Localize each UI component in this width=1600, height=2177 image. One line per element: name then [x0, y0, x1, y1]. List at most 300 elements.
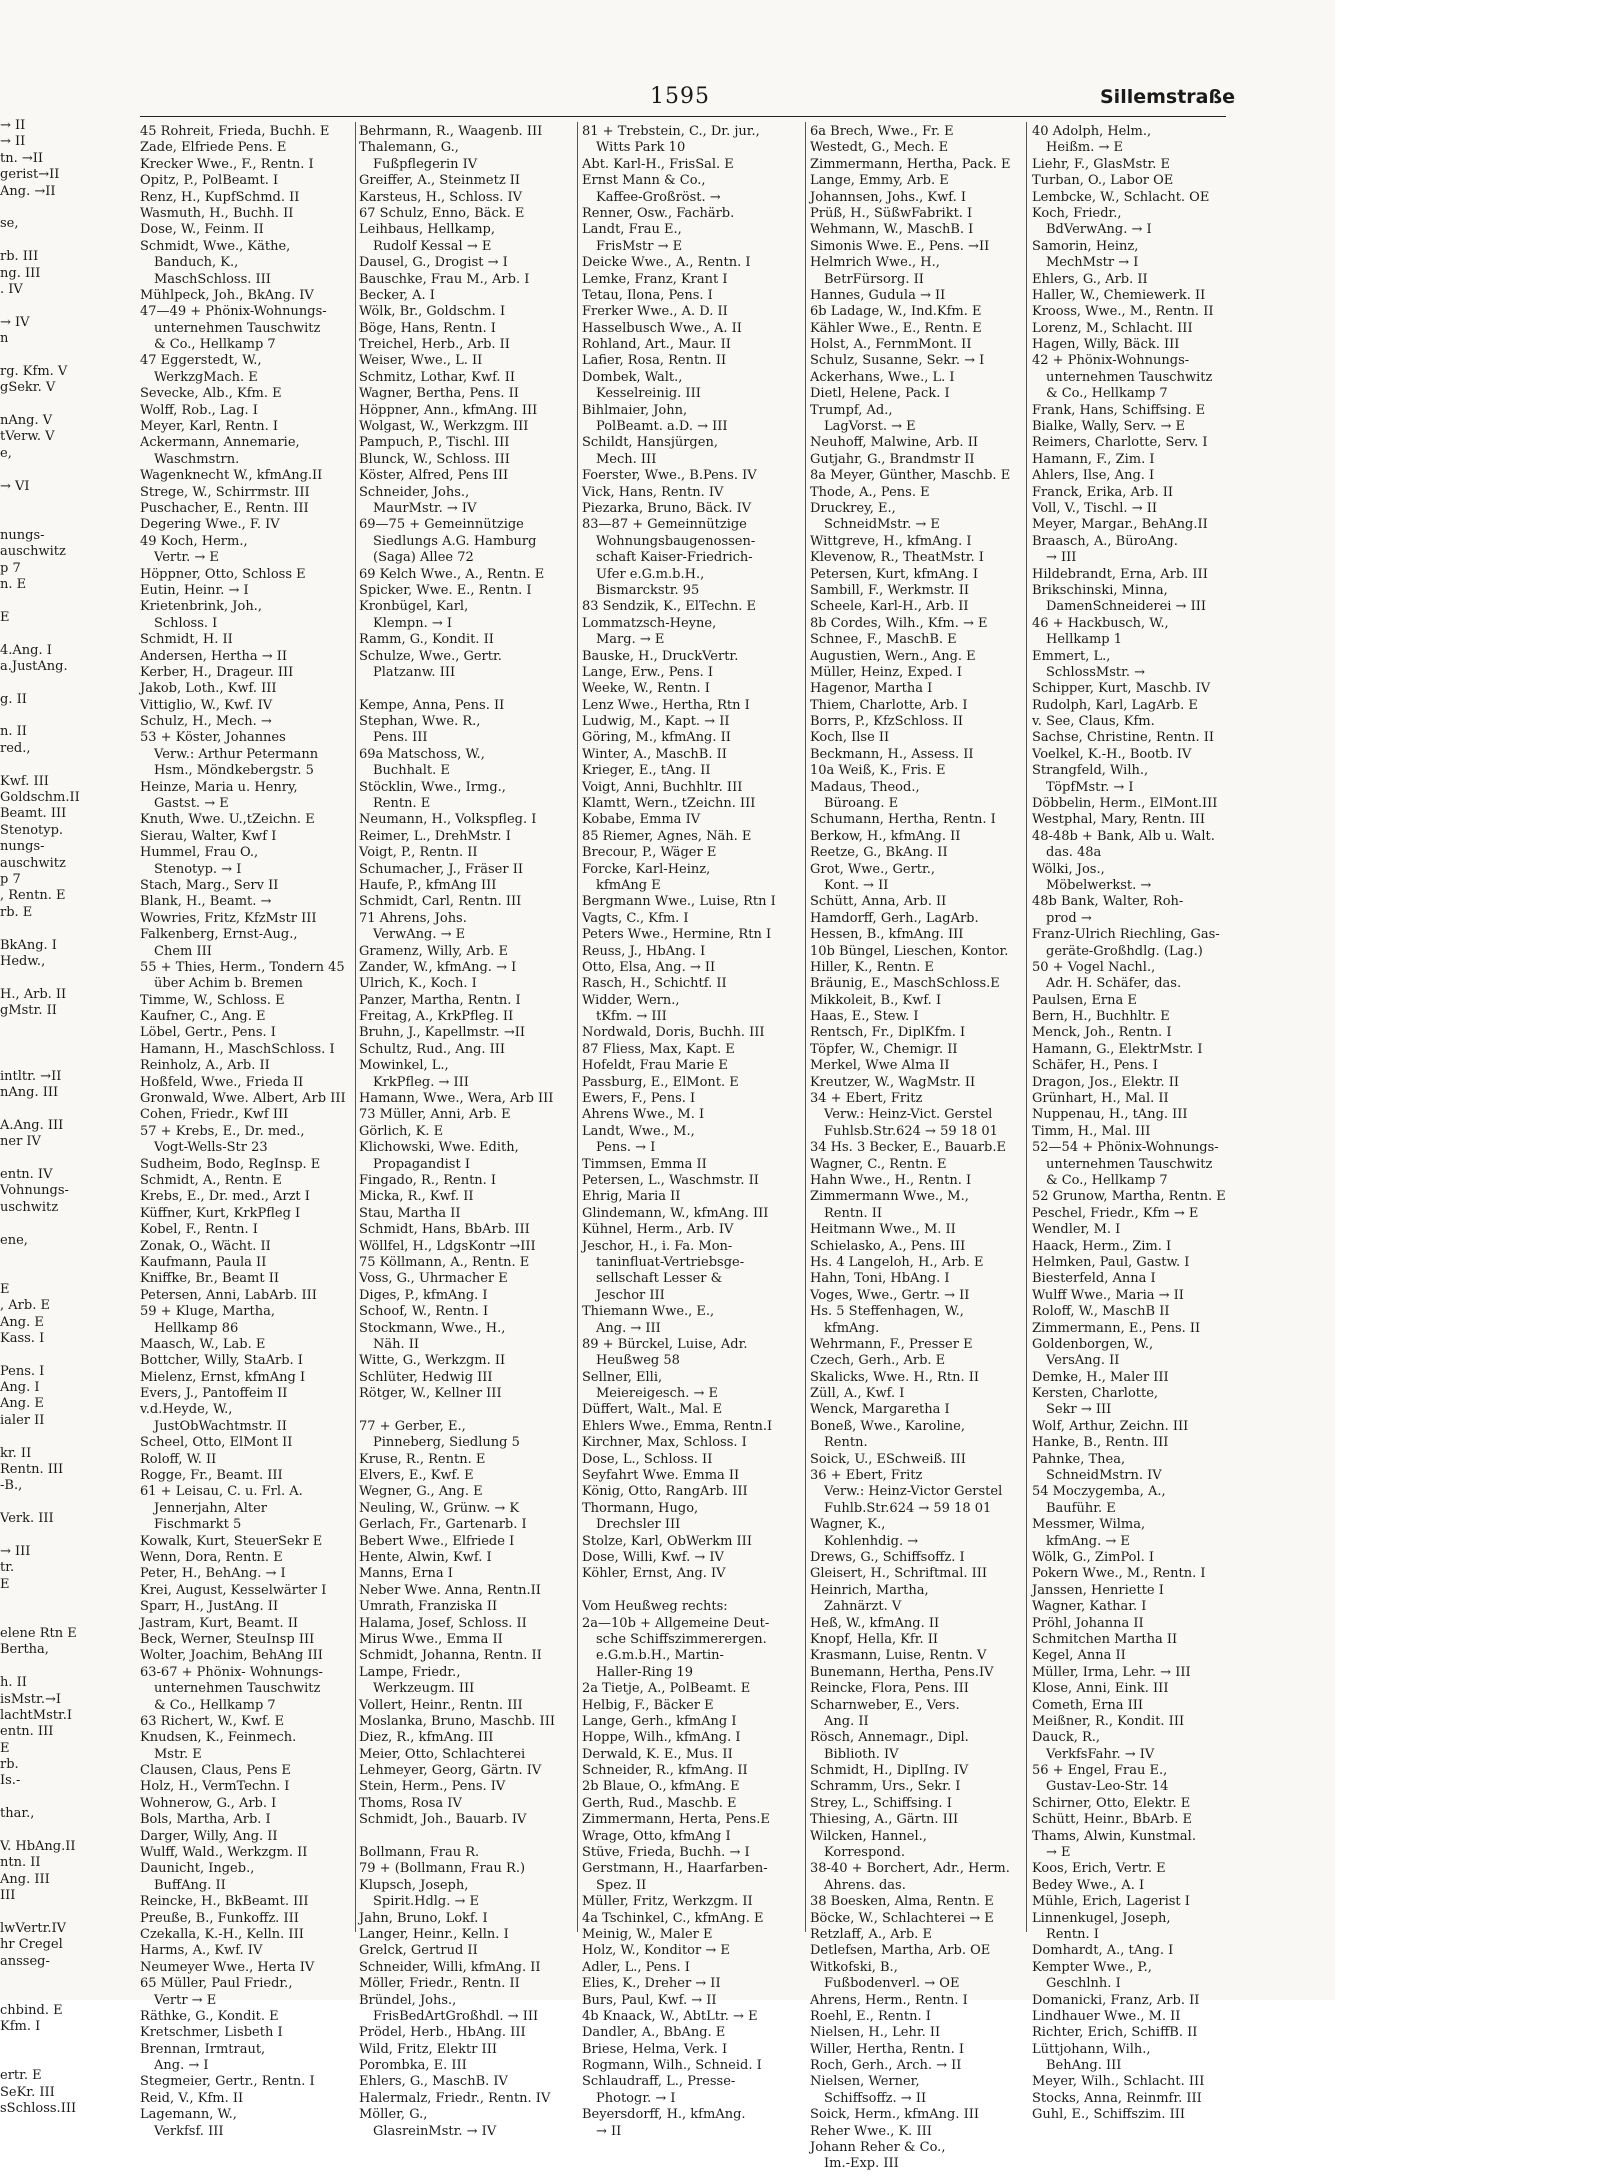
entry-line: kfmAng. → E — [1046, 1533, 1130, 1549]
entry-line: Elvers, E., Kwf. E — [359, 1468, 474, 1484]
entry-line: Hagen, Willy, Bäck. III — [1032, 337, 1180, 353]
entry-line: Gustav-Leo-Str. 14 — [1046, 1779, 1169, 1795]
entry-line: Schloss. I — [154, 615, 218, 631]
entry-line: Kowalk, Kurt, SteuerSekr E — [140, 1533, 323, 1549]
entry-line: Wowries, Fritz, KfzMstr III — [140, 910, 317, 926]
entry-line: → III — [1046, 550, 1077, 566]
entry-line: Heinze, Maria u. Henry, — [140, 779, 298, 795]
entry-line: Stüve, Frieda, Buchh. → I — [582, 1845, 750, 1861]
entry-line: 8a Meyer, Günther, Maschb. E — [810, 468, 1011, 484]
previous-page-edge — [0, 118, 86, 2118]
entry-line: Bunemann, Hertha, Pens.IV — [810, 1664, 994, 1680]
entry-line: Wagner, C., Rentn. E — [810, 1156, 947, 1172]
entry-line: Knudsen, K., Feinmech. — [140, 1730, 297, 1746]
entry-line: Karsteus, H., Schloss. IV — [359, 189, 522, 205]
entry-line: SchlossMstr. → — [1046, 664, 1146, 680]
entry-line: Wenck, Margaretha I — [810, 1402, 950, 1418]
entry-line: Foerster, Wwe., B.Pens. IV — [582, 468, 757, 484]
entry-line: Hanke, B., Rentn. III — [1032, 1435, 1169, 1451]
entry-line: Waschmstrn. — [154, 451, 240, 467]
entry-line: Fischmarkt 5 — [154, 1517, 242, 1533]
entry-line: Lindhauer Wwe., M. II — [1032, 2008, 1181, 2024]
entry-line: 38-40 + Borchert, Adr., Herm. — [810, 1861, 1010, 1877]
prev-page-fragment: Verk. III — [0, 1511, 54, 1527]
prev-page-fragment: auschwitz — [0, 855, 66, 871]
entry-line: Messmer, Wilma, — [1032, 1517, 1146, 1533]
entry-line: Reuss, J., HbAng. I — [582, 943, 706, 959]
entry-line: Wolgast, W., Werkzgm. III — [359, 419, 529, 435]
entry-line: Bols, Martha, Arb. I — [140, 1812, 271, 1828]
entry-line: 61 + Leisau, C. u. Frl. A. — [140, 1484, 303, 1500]
entry-line: 36 + Ebert, Fritz — [810, 1468, 923, 1484]
entry-line: Rasch, H., Schichtf. II — [582, 976, 727, 992]
entry-line: Zade, Elfriede Pens. E — [140, 140, 287, 156]
prev-page-fragment: lwVertr.IV — [0, 1920, 67, 1936]
entry-line: Lampe, Friedr., — [359, 1664, 461, 1680]
entry-line: Rudolph, Karl, LagArb. E — [1032, 697, 1198, 713]
entry-line: Drews, G., Schiffsoffz. I — [810, 1549, 965, 1565]
entry-line: Hessen, B., kfmAng. III — [810, 927, 964, 943]
entry-line: Ehlers Wwe., Emma, Rentn.I — [582, 1418, 773, 1434]
prev-page-fragment: , Arb. E — [0, 1298, 50, 1314]
entry-line: Domanicki, Franz, Arb. II — [1032, 1992, 1200, 2008]
entry-line: Richter, Erich, SchiffB. II — [1032, 2025, 1198, 2041]
entry-line: PolBeamt. a.D. → III — [596, 419, 728, 435]
entry-line: Helbig, F., Bäcker E — [582, 1697, 714, 1713]
prev-page-fragment: Hedw., — [0, 953, 46, 969]
entry-line: Lagemann, W., — [140, 2107, 237, 2123]
entry-line: Biblioth. IV — [824, 1746, 899, 1762]
entry-line: Samorin, Heinz, — [1032, 238, 1139, 254]
entry-line: Chem III — [154, 943, 212, 959]
entry-line: Piezarka, Bruno, Bäck. IV — [582, 500, 752, 516]
entry-line: Gramenz, Willy, Arb. E — [359, 943, 509, 959]
entry-line: Krooss, Wwe., M., Rentn. II — [1032, 304, 1214, 320]
entry-line: Scheel, Otto, ElMont II — [140, 1435, 293, 1451]
entry-line: Peter, H., BehAng. → I — [140, 1566, 286, 1582]
entry-line: Kesselreinig. III — [596, 386, 701, 402]
prev-page-fragment: Ang. E — [0, 1396, 44, 1412]
entry-line: Bruhn, J., Kapellmstr. →II — [359, 1025, 525, 1041]
entry-line: Fuhlsb.Str.624 → 59 18 01 — [824, 1123, 998, 1139]
prev-page-fragment — [0, 347, 86, 363]
prev-page-fragment: chbind. E — [0, 2002, 63, 2018]
entry-line: Widder, Wern., — [582, 992, 680, 1008]
entry-line: Im.-Exp. III — [824, 2156, 899, 2172]
entry-line: 83 Sendzik, K., ElTechn. E — [582, 599, 757, 615]
entry-line: Stach, Marg., Serv II — [140, 877, 279, 893]
entry-line: Simonis Wwe. E., Pens. →II — [810, 238, 990, 254]
prev-page-fragment — [0, 757, 86, 773]
entry-line: Hasselbusch Wwe., A. II — [582, 320, 742, 336]
entry-line: 6a Brech, Wwe., Fr. E — [810, 124, 954, 139]
prev-page-fragment — [0, 1249, 86, 1265]
entry-line: Ernst Mann & Co., — [582, 173, 706, 189]
prev-page-fragment: III — [0, 1888, 16, 1904]
prev-page-fragment — [0, 1216, 86, 1232]
entry-line: 48b Bank, Walter, Roh- — [1032, 894, 1184, 910]
prev-page-fragment — [0, 1101, 86, 1117]
entry-line: Koch, Ilse II — [810, 730, 890, 746]
entry-line: Neumann, H., Volkspfleg. I — [359, 812, 537, 828]
entry-line: Reimer, L., DrehMstr. I — [359, 828, 511, 844]
column-divider — [1026, 122, 1027, 1932]
entry-line: Frank, Hans, Schiffsing. E — [1032, 402, 1206, 418]
prev-page-fragment: Ang. I — [0, 1380, 40, 1396]
entry-line: Bergmann Wwe., Luise, Rtn I — [582, 894, 776, 910]
entry-line: WerkzgMach. E — [154, 369, 258, 385]
prev-page-fragment: rg. Kfm. V — [0, 363, 68, 379]
entry-line: Liehr, F., GlasMstr. E — [1032, 156, 1171, 172]
prev-page-fragment: rb. — [0, 1757, 19, 1773]
entry-line: Holst, A., FernmMont. II — [810, 337, 972, 353]
entry-line: 54 Moczygemba, A., — [1032, 1484, 1166, 1500]
entry-line: Rentsch, Fr., DiplKfm. I — [810, 1025, 966, 1041]
entry-line: Frerker Wwe., A. D. II — [582, 304, 728, 320]
prev-page-fragment: nAng. V — [0, 413, 53, 429]
entry-line: MaschSchloss. III — [154, 271, 271, 287]
entry-line: Klempn. → I — [373, 615, 453, 631]
prev-page-fragment: gSekr. V — [0, 380, 56, 396]
entry-line: Verw.: Arthur Petermann — [154, 746, 319, 762]
entry-line: Berkow, H., kfmAng. II — [810, 828, 961, 844]
entry-line: Rentn. I — [1046, 1926, 1099, 1942]
entry-line: Hofeldt, Frau Marie E — [582, 1058, 728, 1074]
entry-line: 46 + Hackbusch, W., — [1032, 615, 1169, 631]
prev-page-fragment: BkAng. I — [0, 937, 57, 953]
entry-line: Müller, Irma, Lehr. → III — [1032, 1664, 1191, 1680]
prev-page-fragment: ng. III — [0, 265, 41, 281]
entry-line: Propagandist I — [373, 1156, 470, 1172]
entry-line: Voll, V., Tischl. → II — [1032, 500, 1157, 516]
entry-line: Thormann, Hugo, — [582, 1500, 699, 1516]
entry-line: Fußbodenverl. → OE — [824, 1976, 960, 1992]
entry-line: Kont. → II — [824, 877, 889, 893]
prev-page-fragment — [0, 495, 86, 511]
prev-page-fragment: intltr. →II — [0, 1068, 62, 1084]
prev-page-fragment: isMstr.→I — [0, 1691, 61, 1707]
entry-line: Schlüter, Hedwig III — [359, 1369, 493, 1385]
prev-page-fragment — [0, 1610, 86, 1626]
entry-line: Krasmann, Luise, Rentn. V — [810, 1648, 987, 1664]
entry-line: Marg. → E — [596, 632, 665, 648]
entry-line: Fingado, R., Rentn. I — [359, 1173, 497, 1188]
entry-line: Schulz, Susanne, Sekr. → I — [810, 353, 985, 369]
column-divider — [355, 122, 356, 1932]
entry-line: 65 Müller, Paul Friedr., — [140, 1976, 293, 1992]
entry-line: 4a Tschinkel, C., kfmAng. E — [582, 1910, 764, 1926]
entry-line: Bründel, Johs., — [359, 1992, 457, 2008]
entry-line: Braasch, A., BüroAng. — [1032, 533, 1178, 549]
page-number: 1595 — [650, 84, 710, 109]
entry-line: Sierau, Walter, Kwf I — [140, 828, 277, 844]
entry-line: Sellner, Elli, — [582, 1369, 663, 1385]
prev-page-fragment: 4.Ang. I — [0, 642, 52, 658]
entry-line: Falkenberg, Ernst-Aug., — [140, 927, 298, 943]
entry-line: Domhardt, A., tAng. I — [1032, 1943, 1174, 1959]
prev-page-fragment — [0, 1593, 86, 1609]
entry-line: & Co., Hellkamp 7 — [1046, 386, 1168, 402]
entry-line: Wolf, Arthur, Zeichn. III — [1032, 1418, 1189, 1434]
entry-line: Ludwig, M., Kapt. → II — [582, 714, 730, 730]
entry-line: Franck, Erika, Arb. II — [1032, 484, 1173, 500]
entry-line: Meyer, Karl, Rentn. I — [140, 419, 279, 435]
entry-line: Thams, Alwin, Kunstmal. — [1032, 1828, 1196, 1844]
entry-line: Nielsen, H., Lehr. II — [810, 2025, 941, 2041]
entry-line: Möbelwerkst. → — [1046, 877, 1152, 893]
entry-line: Wölk, G., ZimPol. I — [1032, 1549, 1155, 1565]
entry-line: Rötger, W., Kellner III — [359, 1386, 502, 1402]
prev-page-fragment: Rentn. III — [0, 1462, 64, 1478]
entry-line: Rudolf Kessal → E — [373, 238, 492, 254]
entry-line: Bialke, Wally, Serv. → E — [1032, 419, 1186, 435]
entry-line: Haack, Herm., Zim. I — [1032, 1238, 1172, 1254]
entry-line: Gerstmann, H., Haarfarben- — [582, 1861, 768, 1877]
entry-line: Bebert Wwe., Elfriede I — [359, 1533, 515, 1549]
entry-line: Pokern Wwe., M., Rentn. I — [1032, 1566, 1206, 1582]
entry-line: Timm, H., Mal. III — [1032, 1123, 1151, 1139]
entry-line: Buchhalt. E — [373, 763, 450, 779]
entry-line: Hamdorff, Gerh., LagArb. — [810, 910, 979, 926]
entry-line: Jahn, Bruno, Lokf. I — [359, 1910, 488, 1926]
entry-line: Petersen, Anni, LabArb. III — [140, 1287, 317, 1303]
entry-line: Voelkel, K.-H., Bootb. IV — [1032, 746, 1192, 762]
entry-line: unternehmen Tauschwitz — [1046, 369, 1213, 385]
entry-line: Kruse, R., Rentn. E — [359, 1451, 486, 1467]
entry-line: Nielsen, Werner, — [810, 2074, 920, 2090]
entry-line: Kempter Wwe., P., — [1032, 1959, 1152, 1975]
entry-line: 40 Adolph, Helm., — [1032, 124, 1152, 139]
entry-line: Thiem, Charlotte, Arb. I — [810, 697, 968, 713]
entry-line: Werkzeugm. III — [373, 1681, 475, 1697]
entry-line: Rösch, Annemagr., Dipl. — [810, 1730, 969, 1746]
entry-line: Kohlenhdig. → — [824, 1533, 919, 1549]
entry-line: Freitag, A., KrkPfleg. II — [359, 1009, 514, 1025]
entry-line: Bihlmaier, John, — [582, 402, 688, 418]
entry-line: Stolze, Karl, ObWerkm III — [582, 1533, 752, 1549]
entry-line: Geschlnh. I — [1046, 1976, 1121, 1992]
prev-page-fragment — [0, 1495, 86, 1511]
entry-line: Göring, M., kfmAng. II — [582, 730, 731, 746]
entry-line: GlasreinMstr. → IV — [373, 2123, 497, 2139]
entry-line: Stau, Martha II — [359, 1205, 461, 1221]
entry-line: 45 Rohreit, Frieda, Buchh. E — [140, 124, 330, 139]
entry-line: Jeschor III — [596, 1287, 665, 1303]
entry-line: Dragon, Jos., Elektr. II — [1032, 1074, 1180, 1090]
entry-line: 73 Müller, Anni, Arb. E — [359, 1107, 511, 1123]
prev-page-fragment: ertr. E — [0, 2068, 42, 2084]
entry-line: Meyer, Margar., BehAng.II — [1032, 517, 1208, 533]
entry-line: Strangfeld, Wilh., — [1032, 763, 1149, 779]
header-rule — [140, 116, 1226, 117]
entry-line: Platzanw. III — [373, 664, 456, 680]
prev-page-fragment: . IV — [0, 281, 23, 297]
entry-line: Mühle, Erich, Lagerist I — [1032, 1894, 1190, 1910]
entry-line: Haller-Ring 19 — [596, 1664, 694, 1680]
entry-line: Passburg, E., ElMont. E — [582, 1074, 739, 1090]
prev-page-fragment: E — [0, 609, 10, 625]
entry-line: Witts Park 10 — [596, 140, 686, 156]
entry-line: Thalemann, G., — [359, 140, 459, 156]
entry-line: Weeke, W., Rentn. I — [582, 681, 710, 697]
entry-line: Kähler Wwe., E., Rentn. E — [810, 320, 982, 336]
entry-line: Stenotyp. → I — [154, 861, 242, 877]
entry-line: Skalicks, Wwe. H., Rtn. II — [810, 1369, 980, 1385]
entry-line: Blank, H., Beamt. → — [140, 894, 272, 910]
prev-page-fragment: nAng. III — [0, 1085, 59, 1101]
entry-line: Neuhoff, Malwine, Arb. II — [810, 435, 978, 451]
prev-page-fragment — [0, 397, 86, 413]
entry-line: Helmrich Wwe., H., — [810, 255, 940, 271]
entry-line: Porombka, E. III — [359, 2058, 467, 2074]
entry-line: 83—87 + Gemeinnützige — [582, 517, 747, 533]
entry-line: Johannsen, Johs., Kwf. I — [810, 189, 966, 205]
entry-line: Wohnerow, G., Arb. I — [140, 1795, 277, 1811]
entry-line: Kaufner, C., Ang. E — [140, 1009, 266, 1025]
entry-line: Neuling, W., Grünw. → K — [359, 1500, 520, 1516]
entry-line: Treichel, Herb., Arb. II — [359, 337, 510, 353]
entry-line: Schielasko, A., Pens. III — [810, 1238, 966, 1254]
entry-line: Ang. II — [824, 1713, 869, 1729]
entry-line: Czekalla, K.-H., Kelln. III — [140, 1926, 304, 1942]
entry-line: Heitmann Wwe., M. II — [810, 1222, 956, 1238]
entry-line: Sachse, Christine, Rentn. II — [1032, 730, 1214, 746]
prev-page-fragment: kr. II — [0, 1445, 32, 1461]
entry-line: Puschacher, E., Rentn. III — [140, 500, 309, 516]
column-2 — [359, 124, 569, 2140]
entry-line: Ahrens. das. — [824, 1877, 906, 1893]
entry-line: Siedlungs A.G. Hamburg — [373, 533, 537, 549]
prev-page-fragment — [0, 1265, 86, 1281]
entry-line: Turban, O., Labor OE — [1032, 173, 1174, 189]
prev-page-fragment — [0, 2052, 86, 2068]
entry-line: Evers, J., Pantoffeim II — [140, 1386, 288, 1402]
entry-line: Peschel, Friedr., Kfm → E — [1032, 1205, 1199, 1221]
entry-line: Bollmann, Frau R. — [359, 1845, 480, 1861]
entry-line: 59 + Kluge, Martha, — [140, 1304, 275, 1320]
prev-page-fragment: a.JustAng. — [0, 658, 68, 674]
entry-line: Strey, L., Schiffsing. I — [810, 1795, 952, 1811]
prev-page-fragment: sSchloss.III — [0, 2101, 77, 2117]
entry-line: Tetau, Ilona, Pens. I — [582, 287, 713, 303]
entry-line: Pampuch, P., Tischl. III — [359, 435, 510, 451]
entry-line: schaft Kaiser-Friedrich- — [596, 550, 753, 566]
entry-line: Zimmermann, Herta, Pens.E — [582, 1812, 770, 1828]
entry-line: Roloff, W., MaschB II — [1032, 1304, 1170, 1320]
entry-line: Scharnweber, E., Vers. — [810, 1697, 960, 1713]
entry-line: Pens. III — [373, 730, 428, 746]
entry-line: BetrFürsorg. II — [824, 271, 924, 287]
entry-line: Haufe, P., kfmAng III — [359, 877, 497, 893]
entry-line: Winter, A., MaschB. II — [582, 746, 727, 762]
entry-line: 69 Kelch Wwe., A., Rentn. E — [359, 566, 545, 582]
entry-line: Retzlaff, A., Arb. E — [810, 1926, 932, 1942]
entry-line: tKfm. → III — [596, 1009, 667, 1025]
entry-line: Klupsch, Joseph, — [359, 1877, 469, 1893]
entry-line: Ramm, G., Kondit. II — [359, 632, 494, 648]
entry-line: das. 48a — [1046, 845, 1102, 861]
entry-line: Verw.: Heinz-Vict. Gerstel — [824, 1107, 993, 1123]
entry-line: Otto, Elsa, Ang. → II — [582, 959, 716, 975]
entry-line: Schultz, Rud., Ang. III — [359, 1041, 506, 1057]
entry-line: e.G.m.b.H., Martin- — [596, 1648, 724, 1664]
entry-line: 48-48b + Bank, Alb u. Walt. — [1032, 828, 1215, 844]
entry-line: Heißm. → E — [1046, 140, 1123, 156]
prev-page-fragment: n. E — [0, 576, 27, 592]
prev-page-fragment: red., — [0, 740, 31, 756]
entry-line: 69a Matschoss, W., — [359, 746, 485, 762]
entry-line: Langer, Heinr., Kelln. I — [359, 1926, 509, 1942]
prev-page-fragment — [0, 1347, 86, 1363]
entry-line: Mielenz, Ernst, kfmAng I — [140, 1369, 306, 1385]
entry-line: Soick, U., ESchweiß. III — [810, 1451, 966, 1467]
prev-page-fragment: ner IV — [0, 1134, 41, 1150]
entry-line: 57 + Krebs, E., Dr. med., — [140, 1123, 305, 1139]
entry-line: Wilcken, Hannel., — [810, 1828, 927, 1844]
entry-line: Peters Wwe., Hermine, Rtn I — [582, 927, 772, 943]
prev-page-fragment — [0, 970, 86, 986]
entry-line: Mühlpeck, Joh., BkAng. IV — [140, 287, 314, 303]
prev-page-fragment: nungs- — [0, 839, 45, 855]
entry-line: 55 + Thies, Herm., Tondern 45 — [140, 959, 345, 975]
entry-line: Hildebrandt, Erna, Arb. III — [1032, 566, 1208, 582]
prev-page-fragment: tr. — [0, 1560, 15, 1576]
entry-line: Lenz Wwe., Hertha, Rtn I — [582, 697, 750, 713]
entry-line: Küffner, Kurt, KrkPfleg I — [140, 1205, 301, 1221]
entry-line: Schulze, Wwe., Gertr. — [359, 648, 502, 664]
entry-line: Adr. H. Schäfer, das. — [1046, 976, 1182, 992]
entry-line: SchneidMstr. → E — [824, 517, 940, 533]
entry-line: 42 + Phönix-Wohnungs- — [1032, 353, 1190, 369]
entry-line: Abt. Karl-H., FrisSal. E — [582, 156, 734, 172]
entry-line: & Co., Hellkamp 7 — [154, 337, 276, 353]
entry-line: 50 + Vogel Nachl., — [1032, 959, 1156, 975]
entry-line: Verkfsf. III — [154, 2123, 224, 2139]
entry-line: Böge, Hans, Rentn. I — [359, 320, 496, 336]
entry-line: geräte-Großhdlg. (Lag.) — [1046, 943, 1203, 959]
entry-line: Knopf, Hella, Kfr. II — [810, 1631, 939, 1647]
entry-line: Heinrich, Martha, — [810, 1582, 929, 1598]
entry-line: Wegner, G., Ang. E — [359, 1484, 483, 1500]
entry-line: 8b Cordes, Wilh., Kfm. → E — [810, 615, 988, 631]
entry-line: Seyfahrt Wwe. Emma II — [582, 1468, 740, 1484]
entry-line: Guhl, E., Schiffszim. III — [1032, 2107, 1186, 2123]
entry-line: Kniffke, Br., Beamt II — [140, 1271, 280, 1287]
entry-line: Kerber, H., Drageur. III — [140, 664, 294, 680]
entry-line: 56 + Engel, Frau E., — [1032, 1763, 1168, 1779]
entry-line: taninfluat-Vertriebsge- — [596, 1254, 745, 1270]
prev-page-fragment: Ang. III — [0, 1871, 50, 1887]
entry-line: Ehlers, G., MaschB. IV — [359, 2074, 508, 2090]
entry-line: Düffert, Walt., Mal. E — [582, 1402, 723, 1418]
entry-line: 34 Hs. 3 Becker, E., Bauarb.E — [810, 1140, 1006, 1156]
entry-line: Burs, Paul, Kwf. → II — [582, 1992, 717, 2008]
prev-page-fragment: hr Cregel — [0, 1937, 63, 1953]
prev-page-fragment: gMstr. II — [0, 1003, 57, 1019]
entry-line: Preuße, B., Funkoffz. III — [140, 1910, 299, 1926]
entry-line: BuffAng. II — [154, 1877, 226, 1893]
prev-page-fragment: Kwf. III — [0, 773, 49, 789]
entry-line: Stegmeier, Gertr., Rentn. I — [140, 2074, 315, 2090]
entry-line: Petersen, Kurt, kfmAng. I — [810, 566, 978, 582]
entry-line: Meißner, R., Kondit. III — [1032, 1713, 1185, 1729]
entry-line: Trumpf, Ad., — [810, 402, 893, 418]
entry-line: Wulff Wwe., Maria → II — [1032, 1287, 1184, 1303]
entry-line: Roloff, W. II — [140, 1451, 217, 1467]
entry-line: Wulff, Wald., Werkzgm. II — [140, 1845, 308, 1861]
entry-line: Roehl, E., Rentn. I — [810, 2008, 931, 2024]
entry-line: Eutin, Heinr. → I — [140, 582, 249, 598]
